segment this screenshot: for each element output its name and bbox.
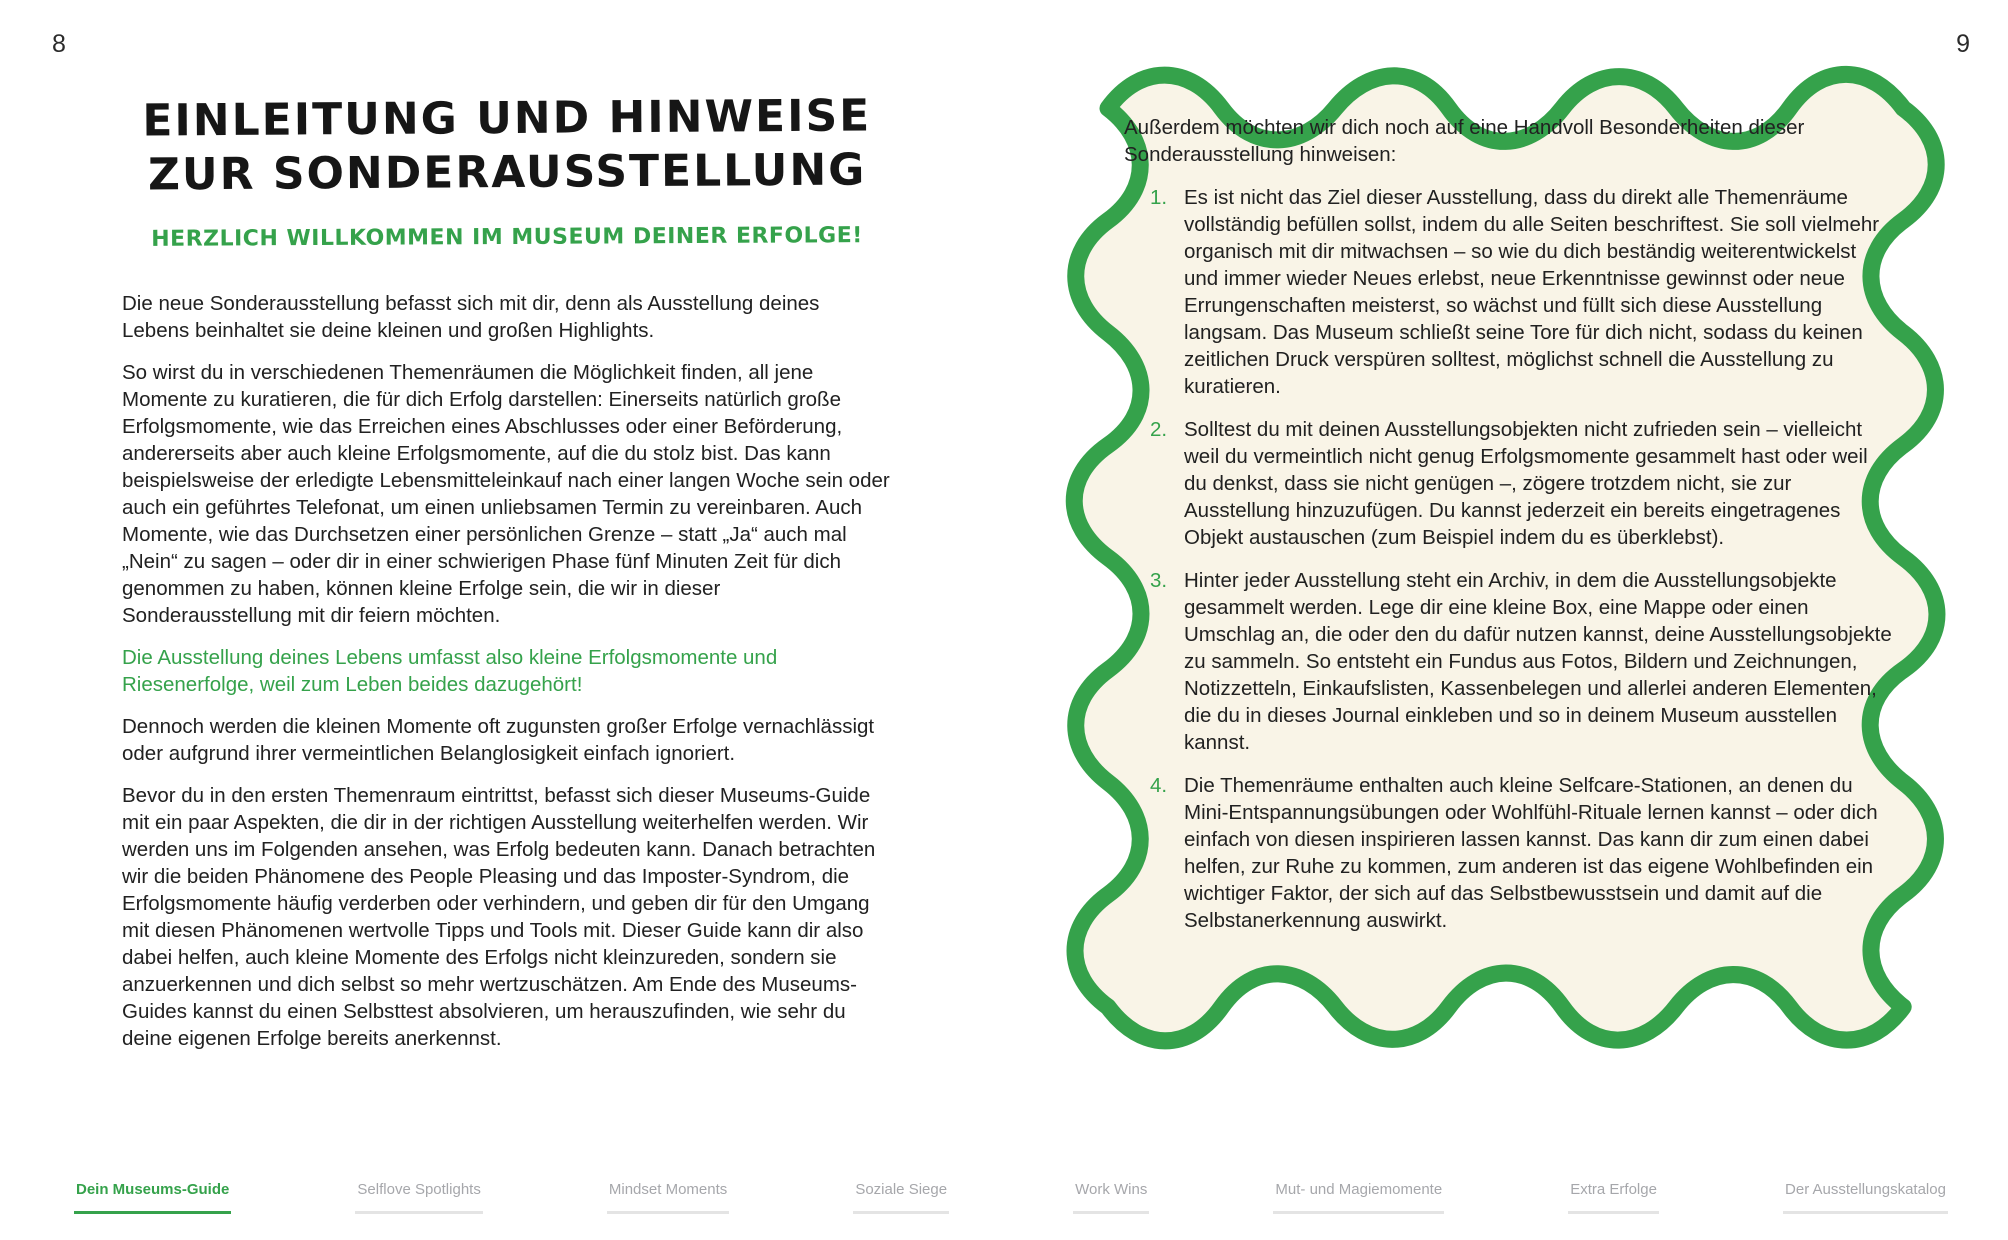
tab-work-wins[interactable]: Work Wins: [1073, 1181, 1149, 1214]
list-item-text: Hinter jeder Ausstellung steht ein Archiv, in dem die Ausstellungsobjekte gesammelt werden. Lege dir eine kleine Box, eine Mappe oder einen Umschlag an, die oder den du dafür nutzen kannst, deine Ausstellungsobjekte zu sammeln. So entsteht ein Fundus aus Fotos, Bildern und Zeichnungen, Notizzetteln, Einkaufslisten, Kassenbelegen und allerlei anderen Elementen, die du in dieses Journal einkleben und so in deinem Museum ausstellen kannst.: [1184, 569, 1892, 754]
callout-box: [1038, 48, 1973, 1070]
list-item-number: 4.: [1150, 774, 1168, 797]
list-item: [1124, 416, 1896, 551]
tab-mindset-moments[interactable]: Mindset Moments: [607, 1181, 729, 1214]
list-item: [1124, 567, 1896, 756]
body-text: [122, 290, 892, 1052]
body-paragraph: Dennoch werden die kleinen Momente oft zugunsten großer Erfolge vernachlässigt oder aufgrund ihrer vermeintlichen Belanglosigkeit einfach ignoriert.: [122, 715, 875, 766]
page-title-line2: ZUR SONDERAUSSTELLUNG: [147, 144, 867, 201]
page-title-line1: EINLEITUNG UND HINWEISE: [142, 90, 872, 147]
left-page: [122, 92, 892, 1067]
page-number-left: 8: [52, 30, 66, 58]
list-item-text: Die Themenräume enthalten auch kleine Selfcare-Stationen, an denen du Mini-Entspannungsübungen oder Wohlfühl-Rituale lernen kannst – oder dich einfach von diesen inspirieren lassen kannst. Das kann dir zum einen dabei helfen, zur Ruhe zu kommen, zum anderen ist das eigene Wohlbefinden ein wichtiger Faktor, der sich auf das Selbstbewusstsein und damit auf die Selbstanerkennung auswirkt.: [1184, 774, 1878, 932]
list-item-number: 3.: [1150, 569, 1168, 592]
callout-content: [1124, 114, 1896, 950]
list-item-text: Es ist nicht das Ziel dieser Ausstellung, dass du direkt alle Themenräume vollständig befüllen sollst, indem du alle Seiten beschriftest. Sie soll vielmehr organisch mit dir mitwachsen – so wie du dich beständig weiterentwickelst und immer wieder Neues erlebst, neue Erkenntnisse gewinnst oder neue Errungenschaften meisterst, so wächst und füllt sich diese Ausstellung langsam. Das Museum schließt seine Tore für dich nicht, sodass du keinen zeitlichen Druck verspüren solltest, möglichst schnell die Ausstellung zu kuratieren.: [1184, 186, 1880, 398]
tab-dein-museums-guide[interactable]: Dein Museums-Guide: [74, 1181, 231, 1214]
body-paragraph-highlight: Die Ausstellung deines Lebens umfasst also kleine Erfolgsmomente und Riesenerfolge, weil zum Leben beides dazugehört!: [122, 646, 778, 697]
callout-intro: Außerdem möchten wir dich noch auf eine Handvoll Besonderheiten dieser Sonderausstellung hinweisen:: [1124, 116, 1805, 166]
list-item: [1124, 772, 1896, 934]
list-item-text: Solltest du mit deinen Ausstellungsobjekten nicht zufrieden sein – vielleicht weil du vermeintlich nicht genug Erfolgsmomente gesammelt hast oder weil du denkst, dass sie nicht genügen –, zögere trotzdem nicht, sie zur Ausstellung hinzuzufügen. Du kannst jederzeit ein bereits eingetragenes Objekt austauschen (zum Beispiel indem du es überklebst).: [1184, 418, 1868, 549]
tab-der-ausstellungskatalog[interactable]: Der Ausstellungskatalog: [1783, 1181, 1948, 1214]
list-item-number: 1.: [1150, 186, 1168, 209]
tab-soziale-siege[interactable]: Soziale Siege: [853, 1181, 949, 1214]
page-subtitle: HERZLICH WILLKOMMEN IM MUSEUM DEINER ERFOLGE!: [151, 223, 863, 253]
body-paragraph: Die neue Sonderausstellung befasst sich mit dir, denn als Ausstellung deines Lebens beinhaltet sie deine kleinen und großen Highlights.: [122, 292, 820, 343]
callout-list: [1124, 184, 1896, 934]
page-title: [122, 89, 893, 202]
body-paragraph: So wirst du in verschiedenen Themenräumen die Möglichkeit finden, all jene Momente zu kuratieren, die für dich Erfolg darstellen: Einerseits natürlich große Erfolgsmomente, wie das Erreichen eines Abschlusses oder einer Beförderung, andererseits aber auch kleine Erfolgsmomente, auf die du stolz bist. Das kann beispielsweise der erledigte Lebensmitteleinkauf nach einer langen Woche sein oder auch ein geführtes Telefonat, um einen unliebsamen Termin zu vereinbaren. Auch Momente, wie das Durchsetzen einer persönlichen Grenze – statt „Ja“ auch mal „Nein“ zu sagen – oder dir in einer schwierigen Phase fünf Minuten Zeit für dich genommen zu haben, können kleine Erfolge sein, die wir in dieser Sonderausstellung mit dir feiern möchten.: [122, 361, 890, 628]
page-number-right: 9: [1956, 30, 1970, 58]
list-item: [1124, 184, 1896, 400]
body-paragraph: Bevor du in den ersten Themenraum eintrittst, befasst sich dieser Museums-Guide mit ein paar Aspekten, die dir in der richtigen Ausstellung weiterhelfen werden. Wir werden uns im Folgenden ansehen, was Erfolg bedeuten kann. Danach betrachten wir die beiden Phänomene des People Pleasing und das Imposter-Syndrom, die Erfolgsmomente häufig verderben oder verhindern, und geben dir für den Umgang mit diesen Phänomenen wertvolle Tipps und Tools mit. Dieser Guide kann dir also dabei helfen, auch kleine Momente des Erfolgs nicht kleinzureden, sondern sie anzuerkennen und dich selbst so mehr wertzuschätzen. Am Ende des Museums-Guides kannst du einen Selbsttest absolvieren, um herauszufinden, wie sehr du deine eigenen Erfolge bereits anerkennst.: [122, 784, 876, 1051]
list-item-number: 2.: [1150, 418, 1168, 441]
tab-mut-und-magiemomente[interactable]: Mut- und Magiemomente: [1273, 1181, 1444, 1214]
chapter-tabbar: [74, 1181, 1948, 1214]
tab-extra-erfolge[interactable]: Extra Erfolge: [1568, 1181, 1659, 1214]
tab-selflove-spotlights[interactable]: Selflove Spotlights: [355, 1181, 482, 1214]
